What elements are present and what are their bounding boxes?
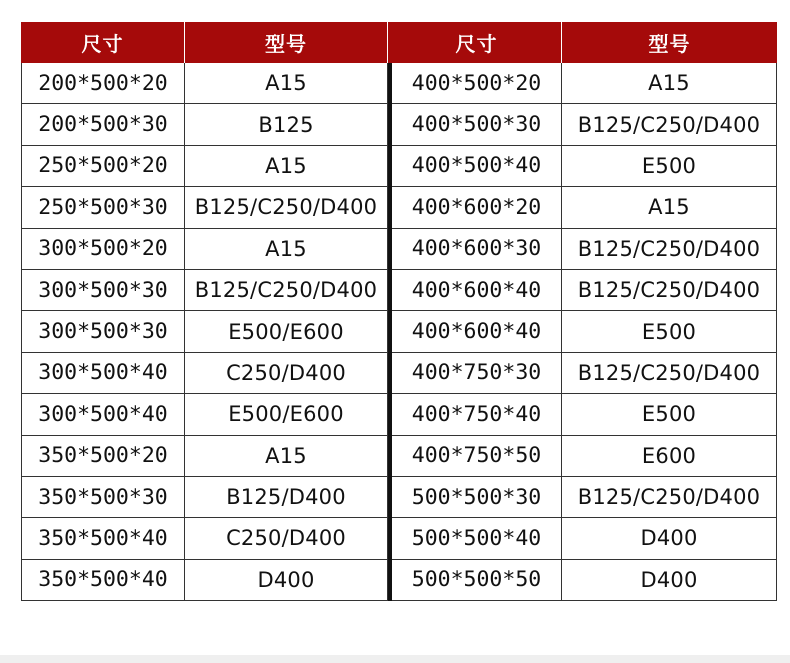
left-size-cell: 350*500*20	[21, 436, 185, 477]
header-model-left: 型号	[185, 22, 388, 63]
right-size-cell: 400*600*30	[392, 229, 562, 270]
left-size-cell: 300*500*30	[21, 270, 185, 311]
left-size-cell: 300*500*40	[21, 353, 185, 394]
right-model-cell: E600	[562, 436, 777, 477]
left-model-cell: A15	[185, 436, 388, 477]
left-size-cell: 350*500*40	[21, 518, 185, 559]
bottom-strip	[0, 655, 790, 663]
left-size-cell: 200*500*20	[21, 63, 185, 104]
left-size-cell: 300*500*30	[21, 311, 185, 352]
left-model-cell: B125/D400	[185, 477, 388, 518]
right-model-cell: B125/C250/D400	[562, 270, 777, 311]
right-size-cell: 400*750*50	[392, 436, 562, 477]
left-model-cell: A15	[185, 229, 388, 270]
right-size-cell: 400*500*20	[392, 63, 562, 104]
right-model-cell: E500	[562, 146, 777, 187]
right-model-cell: E500	[562, 394, 777, 435]
left-size-cell: 350*500*30	[21, 477, 185, 518]
right-model-cell: E500	[562, 311, 777, 352]
left-model-cell: D400	[185, 560, 388, 601]
right-model-cell: D400	[562, 560, 777, 601]
left-model-cell: C250/D400	[185, 518, 388, 559]
right-model-cell: A15	[562, 63, 777, 104]
right-size-cell: 500*500*50	[392, 560, 562, 601]
left-model-cell: A15	[185, 146, 388, 187]
header-size-right: 尺寸	[392, 22, 562, 63]
right-size-cell: 400*600*20	[392, 187, 562, 228]
header-size-left: 尺寸	[21, 22, 185, 63]
right-model-cell: B125/C250/D400	[562, 477, 777, 518]
left-size-cell: 250*500*30	[21, 187, 185, 228]
left-size-cell: 250*500*20	[21, 146, 185, 187]
right-model-cell: B125/C250/D400	[562, 104, 777, 145]
left-model-cell: C250/D400	[185, 353, 388, 394]
left-model-cell: B125/C250/D400	[185, 187, 388, 228]
right-size-cell: 400*600*40	[392, 311, 562, 352]
header-model-right: 型号	[562, 22, 777, 63]
right-size-cell: 500*500*30	[392, 477, 562, 518]
right-model-cell: D400	[562, 518, 777, 559]
right-size-cell: 500*500*40	[392, 518, 562, 559]
right-size-cell: 400*500*40	[392, 146, 562, 187]
right-size-cell: 400*750*30	[392, 353, 562, 394]
left-model-cell: E500/E600	[185, 394, 388, 435]
right-size-cell: 400*750*40	[392, 394, 562, 435]
left-model-cell: E500/E600	[185, 311, 388, 352]
left-size-cell: 300*500*20	[21, 229, 185, 270]
left-model-cell: B125	[185, 104, 388, 145]
right-size-cell: 400*600*40	[392, 270, 562, 311]
right-model-cell: B125/C250/D400	[562, 229, 777, 270]
right-model-cell: A15	[562, 187, 777, 228]
left-model-cell: B125/C250/D400	[185, 270, 388, 311]
right-model-cell: B125/C250/D400	[562, 353, 777, 394]
left-model-cell: A15	[185, 63, 388, 104]
left-size-cell: 350*500*40	[21, 560, 185, 601]
right-size-cell: 400*500*30	[392, 104, 562, 145]
left-size-cell: 200*500*30	[21, 104, 185, 145]
left-size-cell: 300*500*40	[21, 394, 185, 435]
spec-table	[21, 22, 777, 601]
